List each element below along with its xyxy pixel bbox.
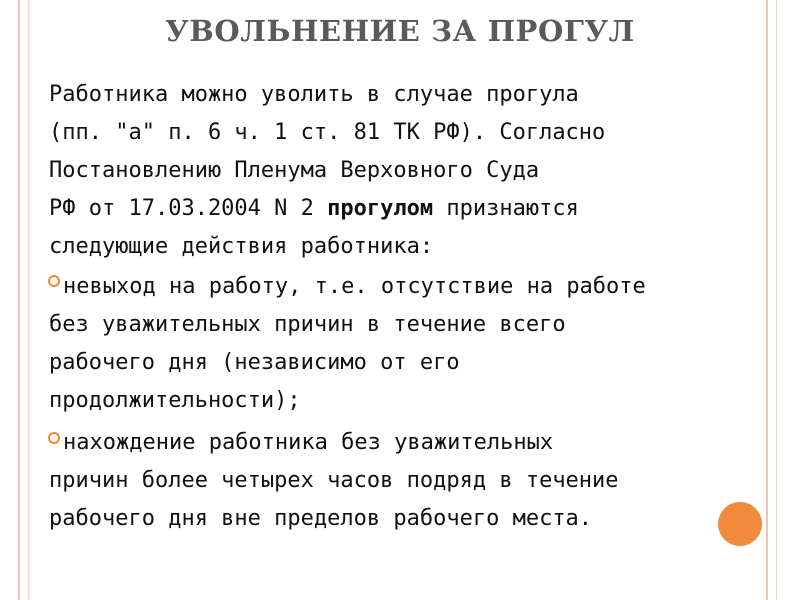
- intro-line: (пп. "а" п. 6 ч. 1 ст. 81 ТК РФ). Согласно: [49, 120, 606, 145]
- intro-line: Работника можно уволить в случае прогула: [49, 82, 579, 107]
- left-border-inner-line: [28, 0, 29, 600]
- bullet-line: причин более четырех часов подряд в течение: [49, 468, 619, 493]
- right-border-inner-line: [776, 0, 777, 600]
- emphasized-term: прогулом: [327, 196, 434, 221]
- intro-line: Постановлению Пленума Верховного Суда: [49, 158, 540, 183]
- decorative-circle: [718, 502, 762, 546]
- intro-text: признаются: [433, 196, 579, 221]
- right-border-line: [766, 0, 768, 600]
- bullet-line: невыход на работу, т.е. отсутствие на работе: [63, 274, 646, 299]
- intro-text: РФ от 17.03.2004 N 2: [49, 196, 328, 221]
- bullet-line: нахождение работника без уважительных: [63, 430, 554, 455]
- intro-paragraph: [49, 76, 759, 266]
- bullet-line: рабочего дня вне пределов рабочего места.: [49, 506, 593, 531]
- left-border-line: [18, 0, 20, 600]
- bullet-line: рабочего дня (независимо от его: [49, 350, 460, 375]
- bullet-line: без уважительных причин в течение всего: [49, 312, 566, 337]
- intro-line: следующие действия работника:: [49, 234, 434, 259]
- slide-title: УВОЛЬНЕНИЕ ЗА ПРОГУЛ: [165, 14, 635, 48]
- bullet-item: [49, 424, 759, 538]
- bullet-line: продолжительности);: [49, 388, 301, 413]
- bullet-item: [49, 268, 759, 420]
- intro-line-with-emphasis: [49, 190, 759, 228]
